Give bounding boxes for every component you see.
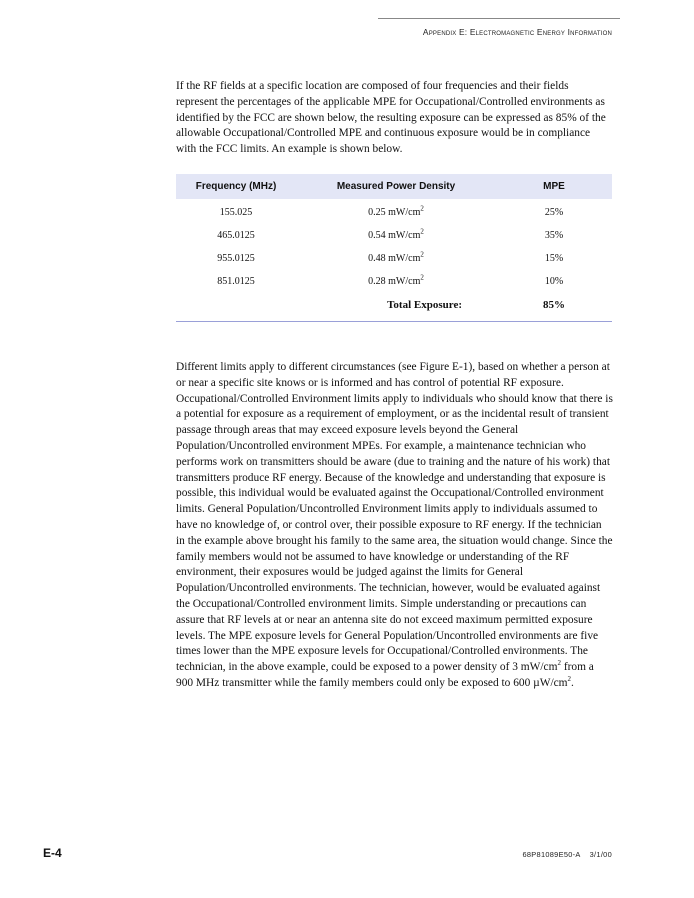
column-header-frequency: Frequency (MHz) <box>195 181 277 192</box>
body-paragraph <box>176 360 613 692</box>
table-header-row <box>176 174 612 199</box>
power-density-exponent: 2 <box>420 250 424 259</box>
power-density-exponent: 2 <box>420 227 424 236</box>
table-row <box>176 224 612 247</box>
power-density-exponent: 2 <box>420 204 424 213</box>
mpe-cell: 35% <box>544 230 564 241</box>
body-superscript-1: 2 <box>557 659 561 668</box>
body-text-part1: Different limits apply to different circumstances (see Figure E-1), based on whether a person at or near a specific site knows or is informed and has control of potential RF exposure. Occupational/Controlled Environment limits apply to individuals who should know that there is a potential for exposure as a requirement of employment, or as the incidental result of transient passage through areas that may exceed exposure levels beyond the General Population/Uncontrolled environment MPEs. For example, a maintenance technician who performs work on transmitters should be aware (due to training and the nature of his work) that transmitters produce RF energy. Because of the knowledge and understanding that exposure is possible, this individual would be evaluated against the Occupational/Controlled environment limits. General Population/Uncontrolled Environment limits apply to individuals assumed to have no knowledge of, or control over, their possible exposure to RF energy. If the technician in the example above brought his family to the same area, the situation would change. Since the family members would not be assumed to have knowledge or understanding of the RF environment, their exposures would be judged against the limits for General Population/Uncontrolled environments. The technician, however, would be evaluated against the Occupational/Controlled environment limits. Simple understanding or precautions can assure that RF levels at or near an antenna site do not exceed maximum permitted exposure levels. The MPE exposure levels for General Population/Uncontrolled environments are five times lower than the MPE exposure levels for Occupational/Controlled environments. The technician, in the above example, could be exposed to a power density of 3 mW/cm <box>176 361 613 674</box>
frequency-cell: 465.0125 <box>217 230 255 241</box>
running-header: Appendix E: Electromagnetic Energy Information <box>422 27 612 37</box>
footer-doc-info <box>522 850 612 859</box>
power-density-value: 0.54 mW/cm <box>368 230 421 241</box>
body-superscript-2: 2 <box>567 675 572 684</box>
power-density-value: 0.25 mW/cm <box>368 207 421 218</box>
footer-date: 3/1/00 <box>589 850 612 859</box>
column-header-power-density: Measured Power Density <box>336 181 456 192</box>
power-density-value: 0.28 mW/cm <box>368 276 421 287</box>
mpe-cell: 15% <box>544 253 564 264</box>
power-density-value: 0.48 mW/cm <box>368 253 421 264</box>
body-text-part3: . <box>571 676 574 689</box>
total-exposure-row <box>176 293 612 322</box>
body-text-part2: from a 900 MHz transmitter while the family members could only be exposed to 600 µW/cm <box>176 661 594 689</box>
frequency-cell: 955.0125 <box>217 253 255 264</box>
power-density-exponent: 2 <box>420 273 424 282</box>
table-row <box>176 199 612 224</box>
table-row <box>176 270 612 293</box>
power-density-cell <box>296 224 496 247</box>
power-density-cell <box>296 199 496 224</box>
power-density-cell <box>296 247 496 270</box>
total-exposure-label: Total Exposure: <box>387 299 462 311</box>
table-row <box>176 247 612 270</box>
frequency-cell: 155.025 <box>219 207 253 218</box>
rf-exposure-table <box>176 174 612 322</box>
intro-paragraph: If the RF fields at a specific location are composed of four frequencies and their fields represent the percentages of the applicable MPE for Occupational/Controlled environments as identified by the FCC are shown below, the resulting exposure can be expressed as 85% of the allowable Occupational/Controlled MPE and continuous exposure would be in compliance with the FCC limits. An example is shown below. <box>176 80 606 156</box>
total-exposure-value: 85% <box>543 299 565 311</box>
footer-doc-id: 68P81089E50-A <box>522 850 581 859</box>
column-header-mpe: MPE <box>543 181 565 192</box>
mpe-cell: 10% <box>544 276 564 287</box>
frequency-cell: 851.0125 <box>217 276 255 287</box>
header-rule <box>378 18 620 19</box>
power-density-cell <box>296 270 496 293</box>
page-number: E-4 <box>43 846 62 860</box>
mpe-cell: 25% <box>544 207 564 218</box>
